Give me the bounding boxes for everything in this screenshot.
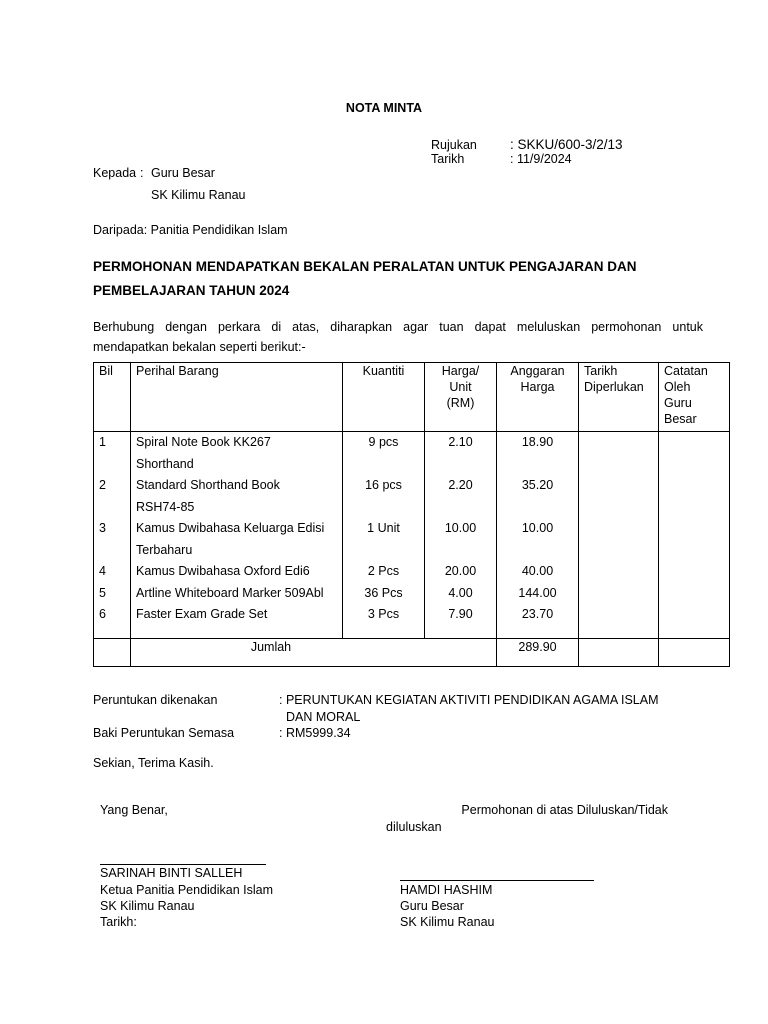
left-signer-school: SK Kilimu Ranau <box>100 899 195 913</box>
row-bil: 4 <box>94 561 131 583</box>
row-perihal: Standard Shorthand Book RSH74-85 <box>131 475 343 518</box>
header-anggaran: Anggaran Harga <box>497 363 579 432</box>
row-tarikh <box>579 475 659 518</box>
approval-line-1: Permohonan di atas Diluluskan/Tidak <box>461 803 668 817</box>
right-signer-role: Guru Besar <box>400 899 464 913</box>
row-anggaran: 10.00 <box>497 518 579 561</box>
left-signer-date: Tarikh: <box>100 915 137 929</box>
peruntukan-value-2: DAN MORAL <box>286 710 361 724</box>
row-harga: 2.10 <box>425 432 497 476</box>
table-row <box>94 583 730 605</box>
tarikh-label: Tarikh <box>431 152 465 166</box>
approval-line-2: diluluskan <box>386 820 442 834</box>
header-kuantiti: Kuantiti <box>343 363 425 432</box>
row-bil: 2 <box>94 475 131 518</box>
left-signer-role: Ketua Panitia Pendidikan Islam <box>100 883 274 897</box>
intro-line-2: mendapatkan bekalan seperti berikut:- <box>93 340 306 354</box>
row-kuantiti: 2 Pcs <box>343 561 425 583</box>
total-tarikh <box>579 638 659 666</box>
row-bil: 1 <box>94 432 131 476</box>
table-row <box>94 561 730 583</box>
subject-heading-line-1: PERMOHONAN MENDAPATKAN BEKALAN PERALATAN UNTUK PENGAJARAN DAN <box>93 259 637 274</box>
items-table <box>93 362 730 667</box>
table-row <box>94 475 730 518</box>
row-tarikh <box>579 432 659 476</box>
left-signer-name: SARINAH BINTI SALLEH <box>100 866 243 880</box>
header-tarikh: Tarikh Diperlukan <box>579 363 659 432</box>
rujukan-value: : SKKU/600-3/2/13 <box>510 137 623 152</box>
total-value: 289.90 <box>497 638 579 666</box>
total-catatan <box>659 638 730 666</box>
row-harga: 7.90 <box>425 604 497 638</box>
peruntukan-value-1: : PERUNTUKAN KEGIATAN AKTIVITI PENDIDIKAN AGAMA ISLAM <box>279 693 659 707</box>
row-tarikh <box>579 604 659 638</box>
row-perihal: Artline Whiteboard Marker 509Abl <box>131 583 343 605</box>
table-row <box>94 604 730 638</box>
rujukan-label: Rujukan <box>431 138 477 152</box>
row-catatan <box>659 432 730 476</box>
kepada-colon: : <box>140 166 144 180</box>
row-catatan <box>659 583 730 605</box>
page-title: NOTA MINTA <box>345 101 423 115</box>
row-harga: 4.00 <box>425 583 497 605</box>
row-perihal: Kamus Dwibahasa Keluarga Edisi Terbaharu <box>131 518 343 561</box>
row-tarikh <box>579 518 659 561</box>
peruntukan-label: Peruntukan dikenakan <box>93 693 218 707</box>
intro-line-1: Berhubung dengan perkara di atas, diharapkan agar tuan dapat meluluskan permohonan untuk <box>93 320 703 334</box>
row-harga: 2.20 <box>425 475 497 518</box>
row-anggaran: 144.00 <box>497 583 579 605</box>
header-perihal: Perihal Barang <box>131 363 343 432</box>
row-perihal: Faster Exam Grade Set <box>131 604 343 638</box>
row-catatan <box>659 475 730 518</box>
baki-label: Baki Peruntukan Semasa <box>93 726 235 740</box>
row-kuantiti: 3 Pcs <box>343 604 425 638</box>
row-tarikh <box>579 583 659 605</box>
row-catatan <box>659 561 730 583</box>
right-signer-name: HAMDI HASHIM <box>400 883 493 897</box>
row-perihal: Spiral Note Book KK267 Shorthand <box>131 432 343 476</box>
row-kuantiti: 1 Unit <box>343 518 425 561</box>
header-catatan: Catatan Oleh Guru Besar <box>659 363 730 432</box>
row-harga: 10.00 <box>425 518 497 561</box>
row-kuantiti: 36 Pcs <box>343 583 425 605</box>
right-signature-line <box>400 880 594 881</box>
header-harga: Harga/ Unit (RM) <box>425 363 497 432</box>
tarikh-value: : 11/9/2024 <box>510 152 572 166</box>
baki-value: : RM5999.34 <box>279 726 351 740</box>
row-catatan <box>659 604 730 638</box>
total-bil <box>94 638 131 666</box>
table-header-row <box>94 363 730 432</box>
row-anggaran: 18.90 <box>497 432 579 476</box>
row-kuantiti: 16 pcs <box>343 475 425 518</box>
kepada-line-2: SK Kilimu Ranau <box>151 188 246 202</box>
left-signature-line <box>100 864 266 865</box>
kepada-line-1: Guru Besar <box>151 166 215 180</box>
header-bil: Bil <box>94 363 131 432</box>
table-row <box>94 518 730 561</box>
total-label: Jumlah <box>131 638 497 666</box>
row-anggaran: 35.20 <box>497 475 579 518</box>
subject-heading-line-2: PEMBELAJARAN TAHUN 2024 <box>93 283 290 298</box>
right-signer-school: SK Kilimu Ranau <box>400 915 495 929</box>
row-bil: 3 <box>94 518 131 561</box>
closing: Sekian, Terima Kasih. <box>93 756 214 770</box>
row-anggaran: 40.00 <box>497 561 579 583</box>
table-total-row <box>94 638 730 666</box>
row-bil: 6 <box>94 604 131 638</box>
salutation: Yang Benar, <box>100 803 168 817</box>
row-bil: 5 <box>94 583 131 605</box>
table-row <box>94 432 730 476</box>
row-anggaran: 23.70 <box>497 604 579 638</box>
row-perihal: Kamus Dwibahasa Oxford Edi6 <box>131 561 343 583</box>
daripada: Daripada: Panitia Pendidikan Islam <box>93 223 288 237</box>
kepada-label: Kepada <box>93 166 137 180</box>
row-kuantiti: 9 pcs <box>343 432 425 476</box>
row-tarikh <box>579 561 659 583</box>
row-catatan <box>659 518 730 561</box>
row-harga: 20.00 <box>425 561 497 583</box>
